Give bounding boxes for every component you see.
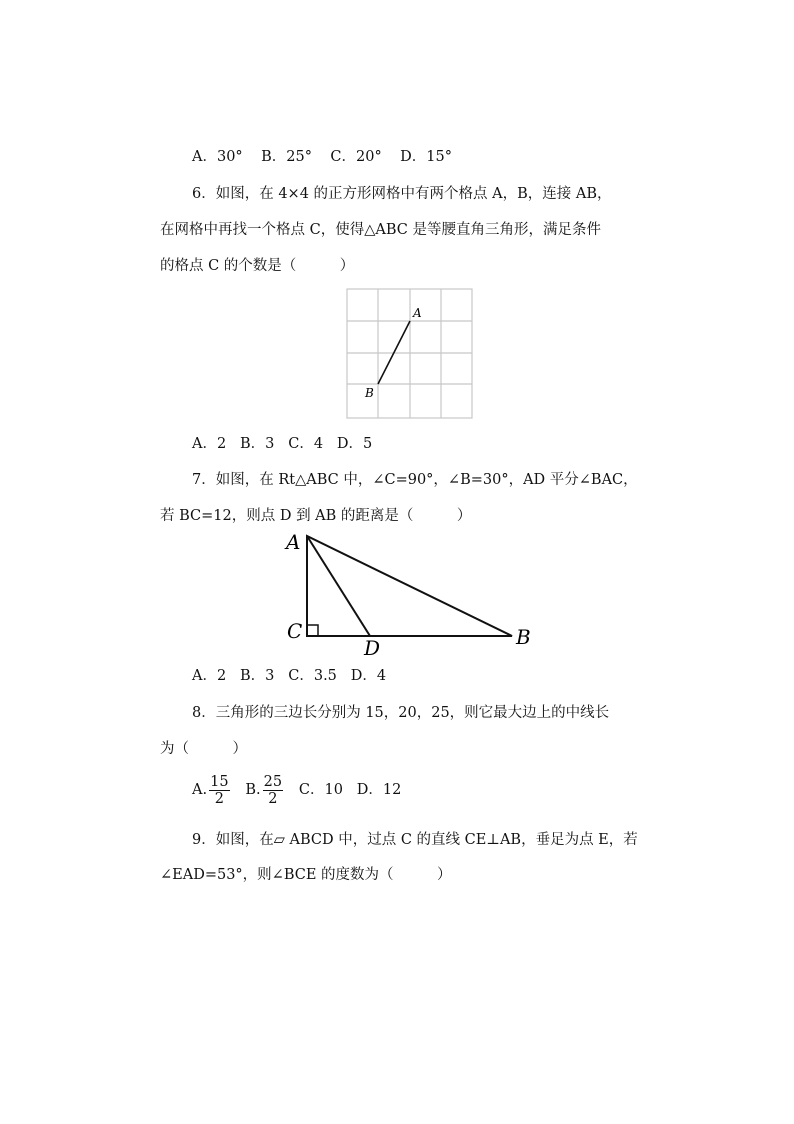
q9-line-2: ∠EAD=53°，则∠BCE 的度数为（ ）	[160, 867, 452, 883]
q5-option-b: B．25°	[261, 149, 312, 165]
q5-option-c: C．20°	[330, 149, 382, 165]
q6-option-c: C．4	[288, 436, 324, 452]
right-angle-mark	[307, 625, 318, 636]
q8-option-a-prefix: A.	[192, 782, 208, 798]
q5-option-a: A．30°	[192, 149, 243, 165]
q5-option-d: D．15°	[400, 149, 452, 165]
q8-option-a-numerator: 15	[210, 773, 229, 790]
q6-option-b: B．3	[240, 436, 275, 452]
q7-line-2: 若 BC=12，则点 D 到 AB 的距离是（ ）	[160, 508, 472, 524]
q6-line-1: 6．如图，在 4×4 的正方形网格中有两个格点 A，B，连接 AB，	[192, 186, 612, 202]
q8-option-a-denominator: 2	[214, 790, 224, 807]
q7-line-1: 7．如图，在 Rt△ABC 中，∠C=90°，∠B=30°，AD 平分∠BAC，	[192, 472, 638, 488]
q8-option-b-prefix: B.	[245, 782, 261, 798]
q8-option-a-fraction	[209, 774, 229, 807]
q7-option-c: C．3.5	[288, 668, 337, 684]
q7-option-a: A．2	[192, 668, 227, 684]
q8-option-c: C．10	[298, 782, 343, 798]
q8-options	[192, 772, 401, 808]
q7-option-d: D．4	[350, 668, 387, 684]
q6-options	[192, 435, 372, 453]
q8-option-b-denominator: 2	[268, 790, 278, 807]
q8-option-b-numerator: 25	[263, 773, 283, 790]
q5-options	[192, 148, 452, 166]
q6-grid-figure	[340, 283, 480, 425]
vertex-c-label: C	[287, 619, 303, 643]
q6-option-d: D．5	[336, 436, 373, 452]
q7-options	[192, 667, 386, 685]
q9-line-1: 9．如图，在▱ ABCD 中，过点 C 的直线 CE⊥AB，垂足为点 E，若	[192, 832, 638, 848]
point-a-label: A	[413, 306, 422, 320]
q6-line-3: 的格点 C 的个数是（ ）	[160, 258, 355, 274]
point-d-label: D	[364, 636, 381, 660]
q7-option-b: B．3	[240, 668, 275, 684]
q6-option-a: A．2	[192, 436, 227, 452]
q8-option-b-fraction	[263, 774, 283, 807]
vertex-a-label: A	[286, 530, 301, 554]
q8-line-1: 8．三角形的三边长分别为 15，20，25，则它最大边上的中线长	[192, 705, 610, 721]
point-b-label: B	[365, 386, 374, 400]
q8-option-d: D．12	[356, 782, 402, 798]
q6-line-2: 在网格中再找一个格点 C，使得△ABC 是等腰直角三角形，满足条件	[160, 222, 601, 238]
q7-triangle-figure	[280, 528, 540, 662]
vertex-b-label: B	[516, 625, 531, 649]
q8-line-2: 为（ ）	[160, 741, 247, 757]
